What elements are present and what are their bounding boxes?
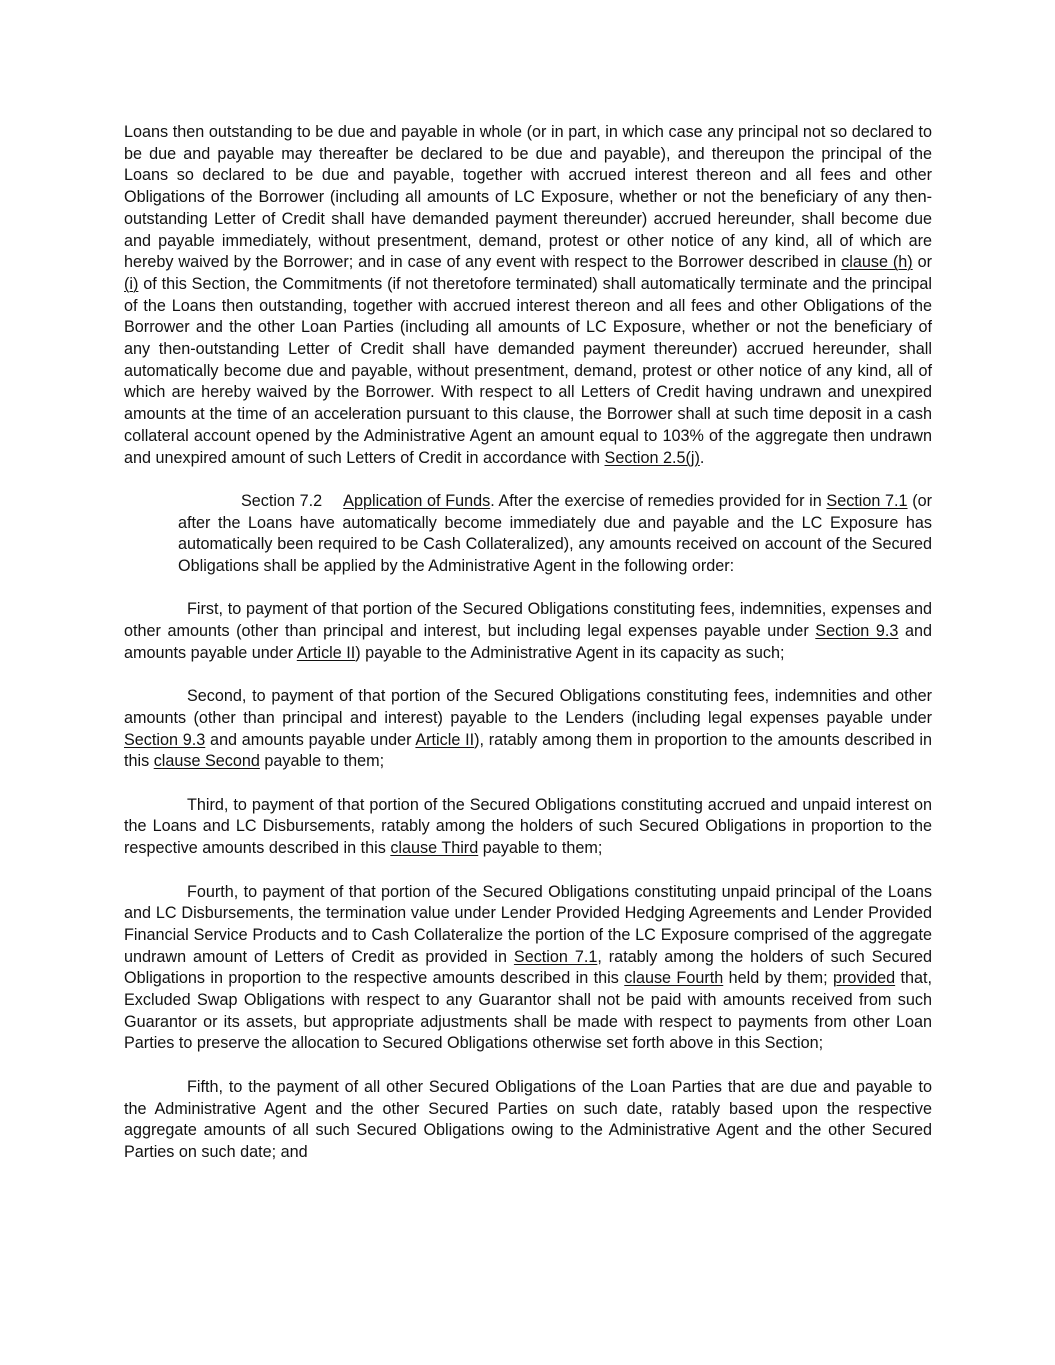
document-page — [124, 122, 932, 1164]
paragraph-text: ), ratably among them in proportion to the amounts described in this — [124, 730, 932, 771]
paragraph-text: held by them; — [723, 969, 833, 988]
section-heading: Application of Funds — [343, 491, 491, 510]
paragraph-text: Second, to payment of that portion of the Secured Obligations constituting fees, indemnities and other amounts (other than principal and interest) payable to the Lenders (including legal expenses payable under — [124, 687, 932, 727]
paragraph-text: ) payable to the Administrative Agent in its capacity as such; — [355, 643, 785, 662]
paragraph-text: and amounts payable under — [205, 730, 416, 749]
second-paragraph — [124, 686, 932, 773]
section-9-3-reference: Section 9.3 — [124, 730, 206, 749]
paragraph-text: First, to payment of that portion of the Secured Obligations constituting fees, indemnities, expenses and other amounts (other than principal and interest, but including legal expenses payable under — [124, 600, 932, 641]
section-9-3-reference: Section 9.3 — [815, 622, 899, 641]
first-paragraph — [124, 599, 932, 664]
paragraph-text: (or after the Loans have automatically become immediately due and payable and the LC Exposure has automatically been required to be Cash Collateralized), any amounts received on account of the Secured Obligations shall be applied by the Administrative Agent in the following order: — [178, 491, 933, 576]
clause-third-reference: clause Third — [390, 839, 479, 858]
section-2-5-j-reference: Section 2.5(j) — [604, 448, 700, 467]
section-7-2-paragraph — [124, 491, 932, 578]
fifth-paragraph — [124, 1077, 932, 1164]
paragraph-text: payable to them; — [259, 752, 385, 771]
paragraph-text: Fourth, to payment of that portion of the Secured Obligations constituting unpaid principal of the Loans and LC Disbursements, the termination value under Lender Provided Hedging Agreements and Lender Provided Financial Service Products and to Cash Collateralize the portion of the LC Exposure comprised of the aggregate undrawn amount of Letters of Credit as provided in — [124, 882, 932, 966]
paragraph-text: . After the exercise of remedies provided for in — [490, 491, 827, 510]
section-number: Section 7.2 — [241, 491, 323, 510]
paragraph-text: , ratably among the holders of such Secured Obligations in proportion to the respective amounts described in this — [124, 947, 933, 988]
paragraph-text: Third, to payment of that portion of the Secured Obligations constituting accrued and unpaid interest on the Loans and LC Disbursements, ratably among the holders of such Secured Obligations in proportion to the respective amounts described in this — [124, 795, 932, 858]
clause-h-reference: clause (h) — [841, 253, 913, 272]
section-7-1-reference: Section 7.1 — [513, 947, 598, 966]
section-7-1-reference: Section 7.1 — [826, 491, 908, 510]
clause-i-reference: (i) — [124, 274, 139, 293]
paragraph-text: and amounts payable under — [124, 622, 932, 662]
provided-term: provided — [833, 969, 896, 988]
article-ii-reference: Article II — [296, 643, 356, 662]
third-paragraph — [124, 795, 932, 860]
clause-fourth-reference: clause Fourth — [624, 969, 724, 988]
article-ii-reference: Article II — [415, 730, 475, 749]
clause-second-reference: clause Second — [153, 752, 260, 771]
paragraph-text: . — [699, 448, 705, 467]
paragraph-text: that, Excluded Swap Obligations with respect to any Guarantor shall not be paid with amounts received from such Guarantor or its assets, but appropriate adjustments shall be made with respect to payments from other Loan Parties to preserve the allocation to Secured Obligations otherwise set forth above in this Section; — [124, 969, 932, 1053]
paragraph-text: Fifth, to the payment of all other Secured Obligations of the Loan Parties that are due and payable to the Administrative Agent and the other Secured Parties on such date, ratably based upon the respective aggregate amounts of all such Secured Obligations owing to the Administrative Agent and the other Secured Parties on such date; and — [124, 1077, 932, 1161]
paragraph-text: or — [912, 253, 932, 272]
continuation-paragraph — [124, 122, 932, 469]
paragraph-text: of this Section, the Commitments (if not theretofore terminated) shall automatically terminate and the principal of the Loans then outstanding, together with accrued interest thereon and all fees and other Obligations of the Borrower and the other Loan Parties (including all amounts of LC Exposure, whether or not the beneficiary of any then-outstanding Letter of Credit shall have demanded payment thereunder) accrued hereunder, shall automatically become due and payable, without presentment, demand, protest or other notice of any kind, all of which are hereby waived by the Borrower. With respect to all Letters of Credit having undrawn and unexpired amounts at the time of an acceleration pursuant to this clause, the Borrower shall at such time deposit in a cash collateral account opened by the Administrative Agent an amount equal to 103% of the aggregate then undrawn and unexpired amount of such Letters of Credit in accordance with — [124, 274, 932, 467]
paragraph-text: Loans then outstanding to be due and payable in whole (or in part, in which case any principal not so declared to be due and payable may thereafter be declared to be due and payable), and thereupon the principal of the Loans so declared to be due and payable, together with accrued interest thereon and all fees and other Obligations of the Borrower (including all amounts of LC Exposure, whether or not the beneficiary of any then-outstanding Letter of Credit shall have demanded payment thereunder) accrued hereunder, shall become due and payable immediately, without presentment, demand, protest or other notice of any kind, all of which are hereby waived by the Borrower; and in case of any event with respect to the Borrower described in — [124, 123, 932, 272]
paragraph-text: payable to them; — [478, 839, 603, 858]
fourth-paragraph — [124, 882, 932, 1056]
